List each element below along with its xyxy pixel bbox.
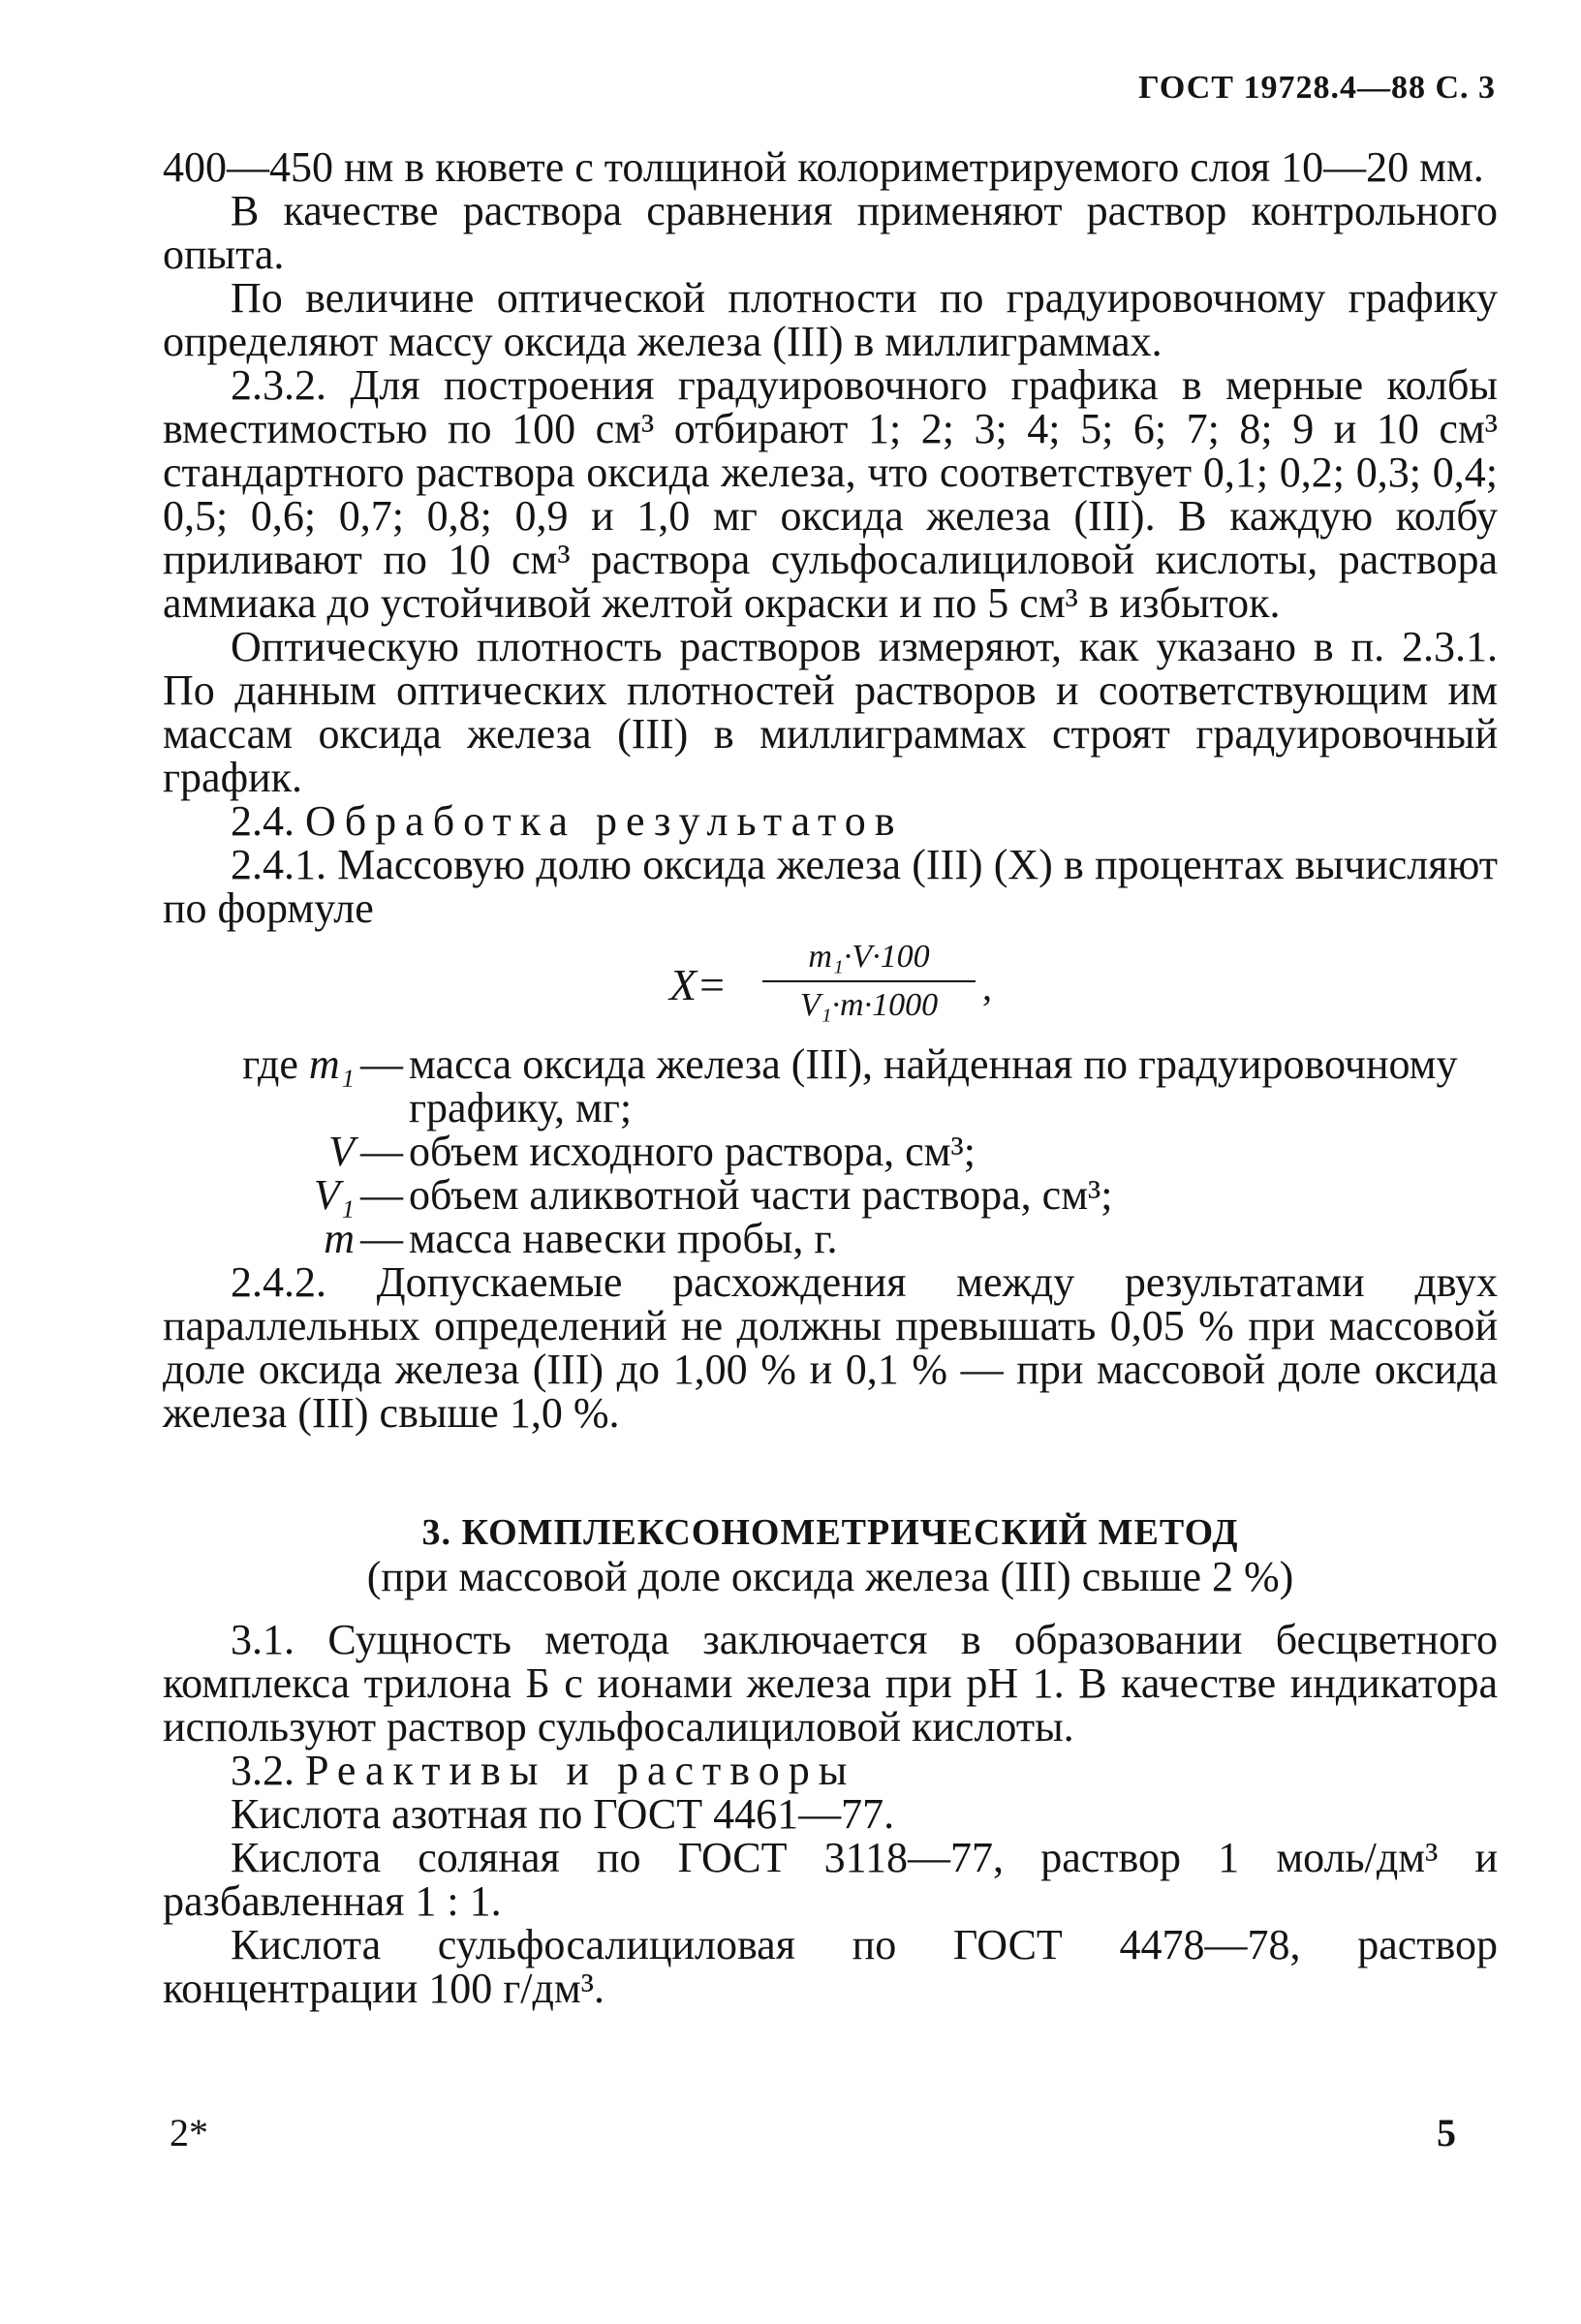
formula: [163, 936, 1498, 1033]
reagent-item: Кислота азотная по ГОСТ 4461—77.: [231, 1790, 895, 1838]
definition-symbol: m₁: [308, 1040, 355, 1088]
paragraph: Оптическую плотность растворов измеряют, как указано в п. 2.3.1. По данным оптических плотностей растворов и соответствующим им массам оксида железа (III) в миллиграммах строят градуировочный график.: [163, 623, 1498, 801]
definition-row: [163, 1173, 1498, 1217]
definition-dash: —: [360, 1171, 403, 1219]
paragraph-2-4-2: 2.4.2. Допускаемые расхождения между результатами двух параллельных определений не должны превышать 0,05 % при массовой доле оксида железа (III) до 1,00 % и 0,1 % — при массовой доле оксида железа (III) свыше 1,0 %.: [163, 1258, 1498, 1437]
section-heading-3-2: [163, 1749, 1498, 1792]
definition-text: масса навески пробы, г.: [409, 1215, 838, 1262]
definition-symbol: V₁: [313, 1171, 355, 1219]
definition-dash: —: [360, 1128, 403, 1175]
definition-row: [163, 1042, 1498, 1130]
signature-mark: 2*: [170, 2111, 208, 2154]
reagent-item: Кислота соляная по ГОСТ 3118—77, раствор 1 моль/дм³ и разбавленная 1 : 1.: [163, 1834, 1498, 1925]
section-heading-2-4: [163, 799, 1498, 843]
definition-dash: —: [360, 1040, 403, 1088]
section-number: 3.2.: [231, 1747, 294, 1794]
paragraph-2-4-1: 2.4.1. Массовую долю оксида железа (III) (X) в процентах вычисляют по формуле: [163, 841, 1498, 932]
section-3-title: 3. КОМПЛЕКСОНОМЕТРИЧЕСКИЙ МЕТОД: [421, 1512, 1239, 1553]
formula-trailing: ,: [982, 965, 992, 1008]
section-number: 2.4.: [231, 797, 294, 845]
paragraph-2-3-2: 2.3.2. Для построения градуировочного графика в мерные колбы вместимостью по 100 см³ отбирают 1; 2; 3; 4; 5; 6; 7; 8; 9 и 10 см³ стандартного раствора оксида железа, что соответствует 0,1; 0,2; 0,3; 0,4; 0,5; 0,6; 0,7; 0,8; 0,9 и 1,0 мг оксида железа (III). В каждую колбу приливают по 10 см³ раствора сульфосалициловой кислоты, раствора аммиака до устойчивой желтой окраски и по 5 см³ в избыток.: [163, 361, 1498, 627]
definition-text: объем аликвотной части раствора, см³;: [409, 1171, 1113, 1219]
definition-symbol: V: [328, 1128, 355, 1175]
page-number: 5: [1437, 2111, 1456, 2154]
section-title: Обработка результатов: [305, 797, 904, 845]
running-head: ГОСТ 19728.4—88 С. 3: [1138, 70, 1496, 106]
paragraph: 400—450 нм в кювете с толщиной колориметрируемого слоя 10—20 мм.: [163, 143, 1484, 191]
definition-symbol: m: [324, 1215, 355, 1262]
formula-lhs: X=: [669, 960, 728, 1009]
formula-numerator: m₁·V·100: [808, 939, 930, 975]
page-body: [163, 145, 1498, 2010]
definition-row: [163, 1130, 1498, 1173]
formula-fraction: [762, 936, 976, 1025]
section-3-subtitle: (при массовой доле оксида железа (III) свыше 2 %): [366, 1553, 1294, 1600]
paragraph: В качестве раствора сравнения применяют раствор контрольного опыта.: [163, 187, 1498, 278]
fraction-bar: [762, 980, 976, 982]
definition-text: объем исходного раствора, см³;: [409, 1128, 976, 1175]
definition-prefix: где: [242, 1040, 309, 1088]
paragraph-3-1: 3.1. Сущность метода заключается в образовании бесцветного комплекса трилона Б с ионами железа при pH 1. В качестве индикатора используют раствор сульфосалициловой кислоты.: [163, 1616, 1498, 1751]
definition-text: масса оксида железа (III), найденная по градуировочному графику, мг;: [409, 1040, 1458, 1131]
definition-row: [163, 1217, 1498, 1260]
section-title: Реактивы и растворы: [305, 1747, 856, 1794]
definition-dash: —: [360, 1215, 403, 1262]
paragraph: По величине оптической плотности по градуировочному графику определяют массу оксида железа (III) в миллиграммах.: [163, 274, 1498, 365]
reagent-item: Кислота сульфосалициловая по ГОСТ 4478—78, раствор концентрации 100 г/дм³.: [163, 1921, 1498, 2012]
formula-denominator: V₁·m·1000: [799, 987, 939, 1023]
symbol-definitions: [163, 1042, 1498, 1260]
